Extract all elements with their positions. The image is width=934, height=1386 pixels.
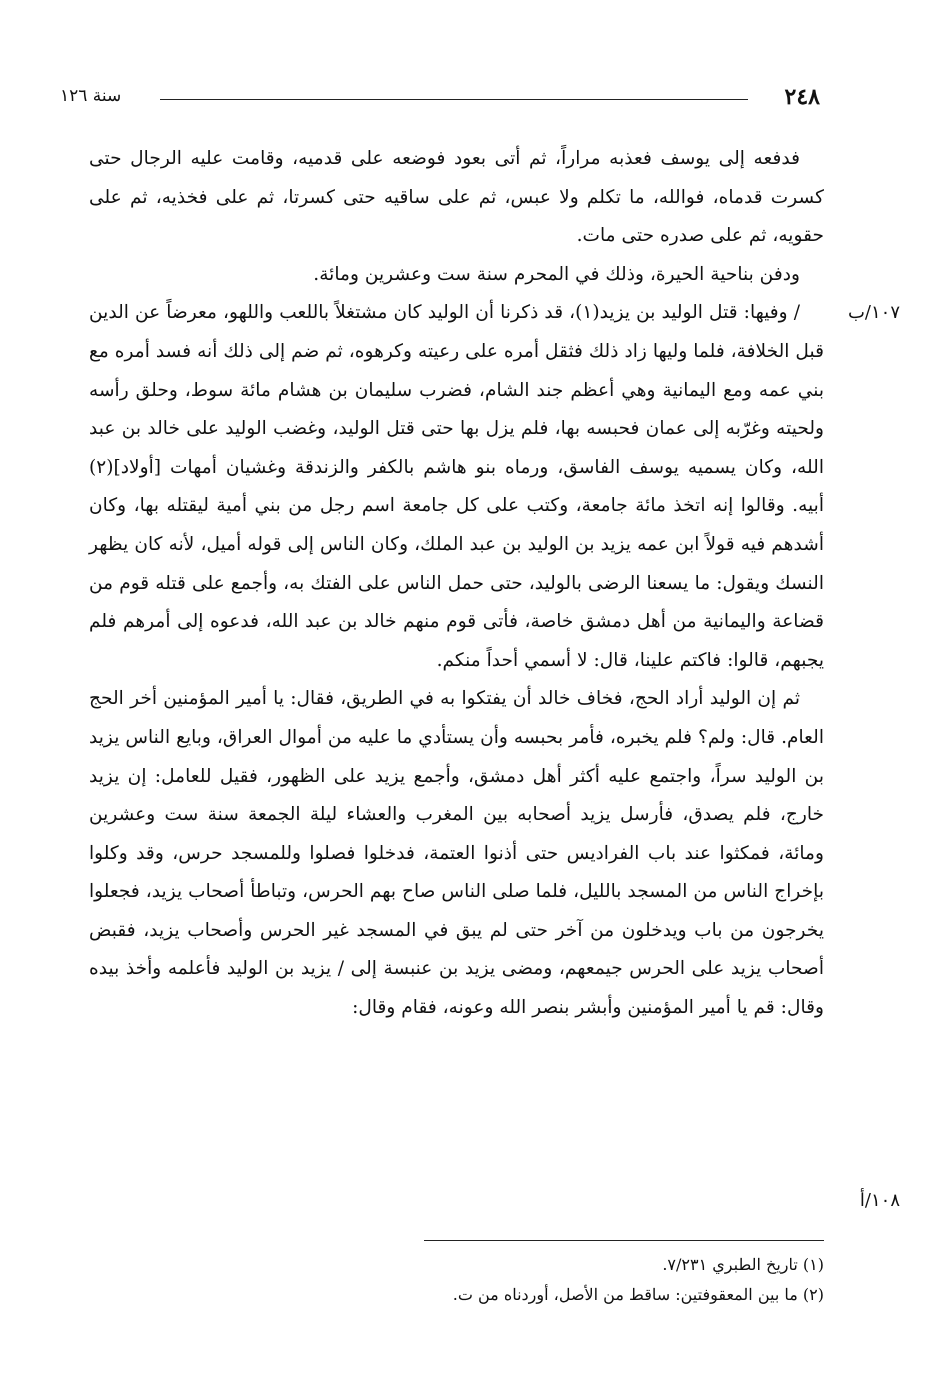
paragraph-2: ودفن بناحية الحيرة، وذلك في المحرم سنة ست وعشرين ومائة. [313, 263, 800, 285]
paragraph-4-wrapper [89, 680, 900, 1212]
footnote-rule [424, 1240, 824, 1241]
footnote-1: (١) تاريخ الطبري ٧/٢٣١. [662, 1255, 824, 1274]
footnote-2: (٢) ما بين المعقوفتين: ساقط من الأصل، أوردناه من ت. [452, 1285, 824, 1304]
margin-note-folio-107b: ١٠٧/ب [847, 302, 900, 324]
body-text [89, 140, 900, 1212]
header-rule [160, 99, 748, 100]
margin-note-folio-108a: ١٠٨/أ [859, 1190, 900, 1212]
running-title: سنة ١٢٦ [60, 86, 122, 106]
page-header [60, 84, 820, 114]
page-number: ٢٤٨ [784, 84, 820, 110]
paragraph-3: / وفيها: قتل الوليد بن يزيد(١)، قد ذكرنا أن الوليد كان مشتغلاً باللعب واللهو، معرضاً عن الدين قبل الخلافة، فلما وليها زاد ذلك فثقل أمره على رعيته وكرهوه، ثم ضم إلى ذلك أنه فسد أمره مع بني عمه ومع اليمانية وهي أعظم جند الشام، فضرب سليمان بن هشام مائة سوط، وحلق رأسه ولحيته وغرّبه إلى عمان فحبسه بها، فلم يزل بها حتى قتل الوليد، وغضب الوليد على خالد بن عبد الله، وكان يسميه يوسف الفاسق، ورماه بنو هاشم بالكفر والزندقة وغشيان أمهات [أولاد](٢) أبيه. وقالوا إنه اتخذ مائة جامعة، وكتب على كل جامعة اسم رجل من بني أمية ليقتله بها، وكان أشدهم فيه قولاً ابن عمه يزيد بن الوليد بن عبد الملك، وكان الناس إلى قوله أميل، لأنه كان يظهر النسك ويقول: ما يسعنا الرضى بالوليد، حتى حمل الناس على الفتك به، وأجمع على قتله قوم من قضاعة واليمانية من أهل دمشق خاصة، فأتى قوم منهم خالد بن عبد الله، فدعوه إلى أمرهم فلم يجبهم، قالوا: فاكتم علينا، قال: لا أسمي أحداً منكم. [89, 302, 824, 671]
paragraph-1: فدفعه إلى يوسف فعذبه مراراً، ثم أتى بعود فوضعه على قدميه، وقامت عليه الرجال حتى كسرت قدماه، فوالله، ما تكلم ولا عبس، ثم على ساقيه حتى كسرتا، ثم على فخذيه، ثم على حقويه، ثم على صدره حتى مات. [89, 148, 824, 247]
paragraph-3-wrapper [89, 294, 900, 680]
footnotes [89, 1250, 824, 1310]
paragraph-4: ثم إن الوليد أراد الحج، فخاف خالد أن يفتكوا به في الطريق، فقال: يا أمير المؤمنين أخر الحج العام. قال: ولم؟ فلم يخبره، فأمر بحبسه وأن يستأدي ما عليه من أموال العراق، وبايع الناس يزيد بن الوليد سراً، واجتمع عليه أكثر أهل دمشق، وأجمع يزيد على الظهور، فقيل للعامل: إن يزيد خارج، فلم يصدق، فأرسل يزيد أصحابه بين المغرب والعشاء ليلة الجمعة سنة ست وعشرين ومائة، فمكثوا عند باب الفراديس حتى أذنوا العتمة، فدخلوا فصلوا وللمسجد حرس، وقد وكلوا بإخراج الناس من المسجد بالليل، فلما صلى الناس صاح بهم الحرس، وتباطأ أصحاب يزيد، فجعلوا يخرجون من باب ويدخلون من آخر حتى لم يبق في المسجد غير الحرس وأصحاب يزيد، فقبض أصحاب يزيد على الحرس جيمعهم، ومضى يزيد بن عنبسة إلى / يزيد بن الوليد فأعلمه وأخذ بيده وقال: قم يا أمير المؤمنين وأبشر بنصر الله وعونه، فقام وقال: [89, 688, 824, 1019]
